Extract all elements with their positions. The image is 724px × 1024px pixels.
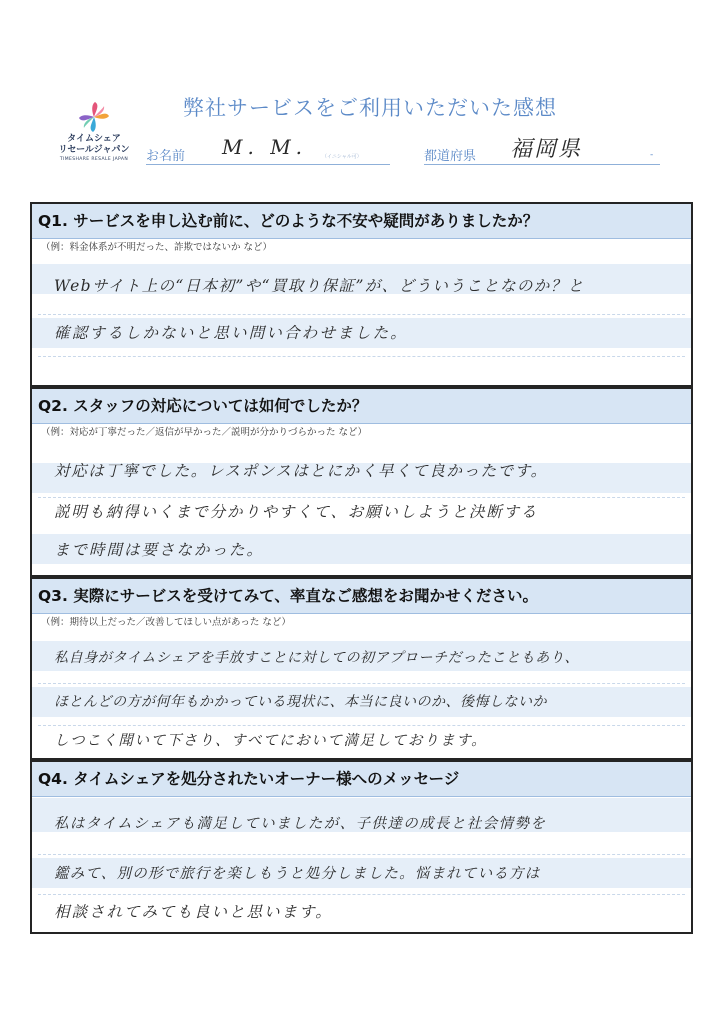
answer-q4-line1: 私はタイムシェアも満足していましたが、子供達の成長と社会情勢を <box>54 816 547 832</box>
line-separator <box>38 314 685 315</box>
trailing-mark: - <box>650 150 654 160</box>
question-q3: Q3. 実際にサービスを受けてみて、率直なご感想をお聞かせください。 <box>32 579 691 614</box>
line-separator <box>38 497 685 498</box>
company-logo <box>30 100 158 163</box>
section-q2 <box>30 387 693 577</box>
name-value: M. M. <box>222 135 308 159</box>
answer-q3-line1: 私自身がタイムシェアを手放すことに対しての初アプローチだったこともあり、 <box>54 650 580 666</box>
answer-q2-line2: 説明も納得いくまで分かりやすくて、お願いしようと決断する <box>54 503 539 521</box>
prefecture-underline <box>424 164 660 165</box>
page-title: 弊社サービスをご利用いただいた感想 <box>183 96 557 120</box>
line-separator <box>38 725 685 726</box>
answer-q2-line1: 対応は丁寧でした。レスポンスはとにかく早くて良かったです。 <box>54 462 548 480</box>
question-q1: Q1. サービスを申し込む前に、どのような不安や疑問がありましたか？ <box>32 204 691 239</box>
logo-text-english: TIMESHARE RESALE JAPAN <box>59 157 129 162</box>
question-q2: Q2. スタッフの対応については如何でしたか？ <box>32 389 691 424</box>
prefecture-label: 都道府県 <box>424 149 477 164</box>
line-separator <box>38 894 685 895</box>
answer-q4-line3: 相談されてみても良いと思います。 <box>54 903 333 921</box>
prefecture-value: 福岡県 <box>510 137 583 162</box>
section-q4 <box>30 760 693 934</box>
section-q3 <box>30 577 693 760</box>
example-q1: （例：料金体系が不明だった、詐欺ではないか など） <box>41 242 273 253</box>
name-label: お名前 <box>146 149 186 164</box>
answer-q3-line3: しつこく聞いて下さり、すべてにおいて満足しております。 <box>54 733 488 749</box>
name-hint: （イニシャル可） <box>322 154 362 160</box>
answer-q1-line2: 確認するしかないと思い問い合わせました。 <box>54 324 409 342</box>
example-q2: （例：対応が丁寧だった／返信が早かった／説明が分かりづらかった など） <box>41 427 368 438</box>
answer-q4-line2: 鑑みて、別の形で旅行を楽しもうと処分しました。悩まれている方は <box>54 866 541 882</box>
line-separator <box>38 356 685 357</box>
answer-q3-line2: ほとんどの方が何年もかかっている現状に、本当に良いのか、後悔しないか <box>54 694 547 710</box>
example-q3: （例：期待以上だった／改善してほしい点があった など） <box>41 617 291 628</box>
section-q1 <box>30 202 693 387</box>
line-separator <box>38 854 685 855</box>
question-q4: Q4. タイムシェアを処分されたいオーナー様へのメッセージ <box>32 762 691 797</box>
answer-q2-line3: まで時間は要さなかった。 <box>54 541 265 559</box>
pinwheel-logo-icon <box>77 100 111 134</box>
line-separator <box>38 683 685 684</box>
answer-q1-line1: Webサイト上の“日本初”や“買取り保証”が、どういうことなのか？と <box>54 277 585 295</box>
name-underline <box>146 164 390 165</box>
logo-text-kana: タイムシェア <box>67 134 121 144</box>
logo-text-name: リセールジャパン <box>58 145 130 155</box>
